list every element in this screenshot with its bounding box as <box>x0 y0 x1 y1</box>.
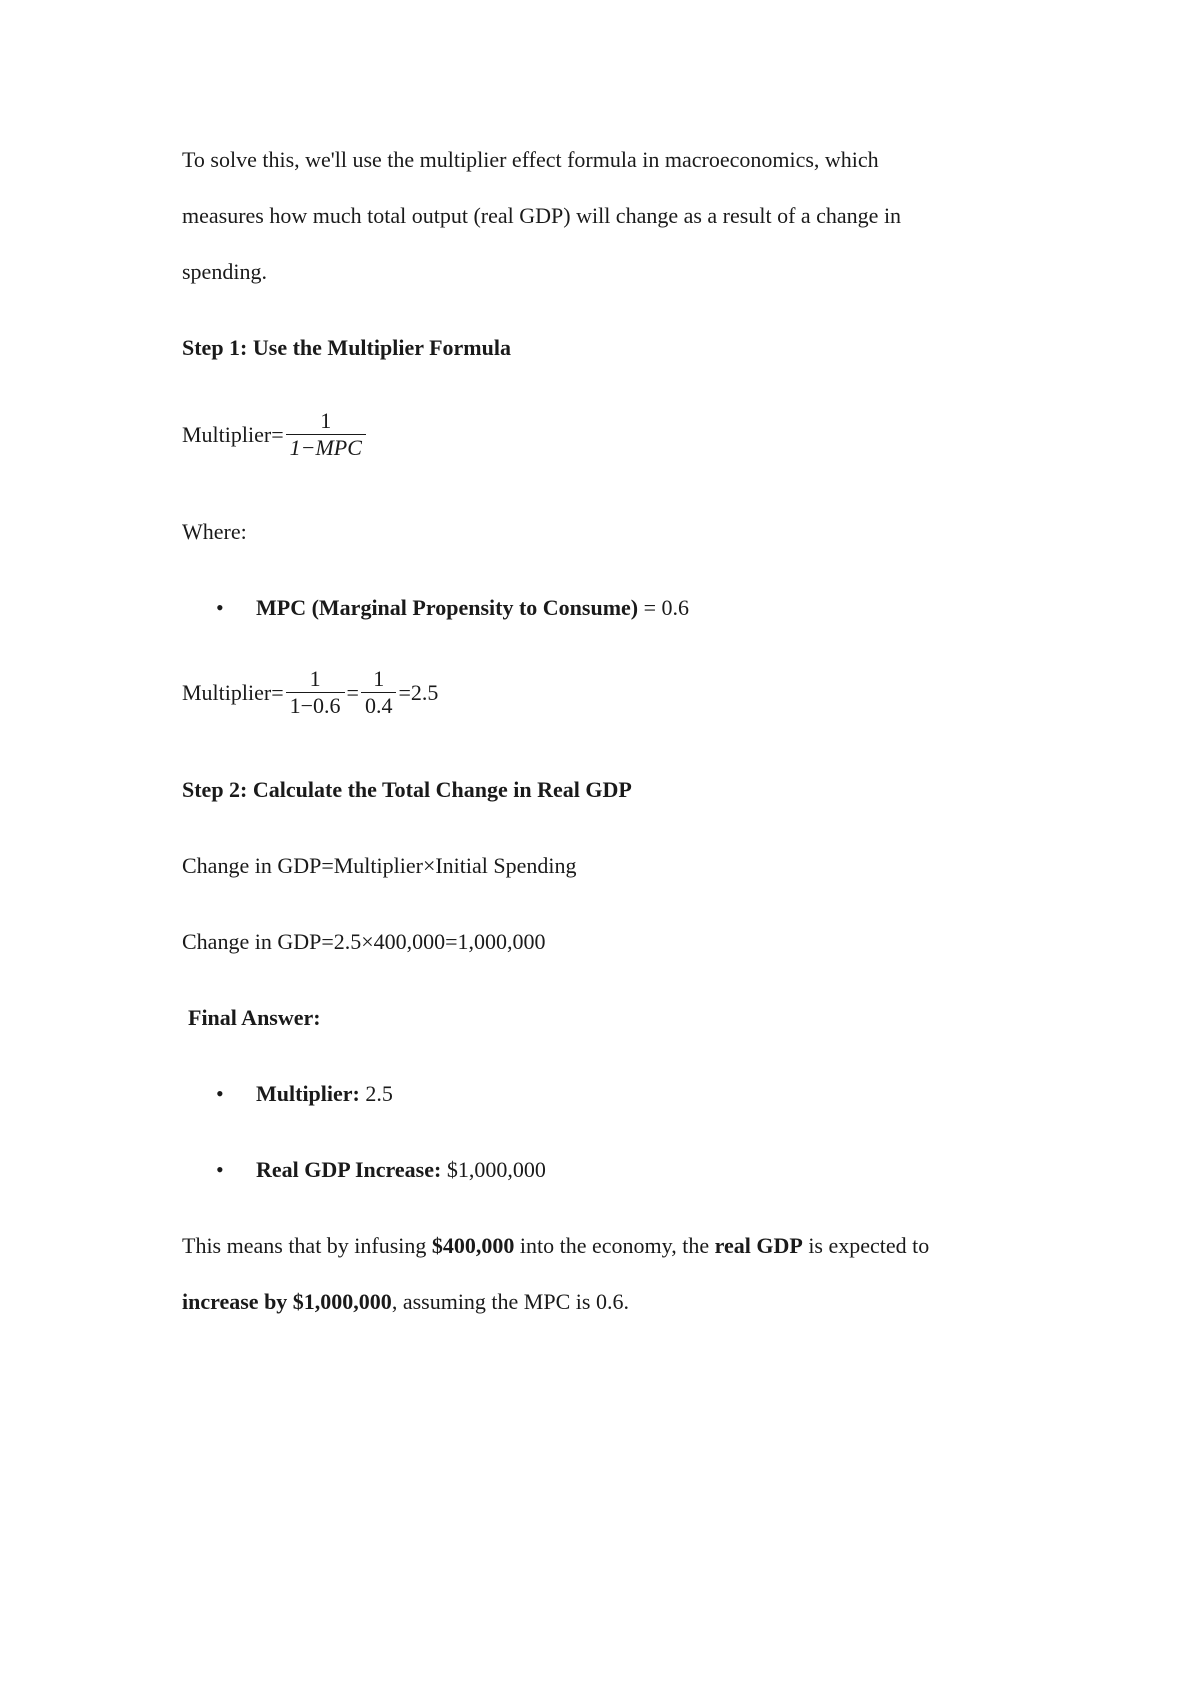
final-answer-heading: Final Answer: <box>188 1005 321 1030</box>
conclusion-amount: $400,000 <box>431 1233 515 1258</box>
intro-line-3: spending. <box>182 259 267 284</box>
calc-equals: = <box>346 679 359 705</box>
mpc-bullet <box>256 594 689 622</box>
step1-heading: Step 1: Use the Multiplier Formula <box>182 335 511 360</box>
final-gdp-item <box>256 1156 546 1184</box>
intro-line-1: To solve this, we'll use the multiplier effect formula in macroeconomics, which <box>182 147 879 172</box>
calc-label: Multiplier= <box>182 679 284 705</box>
conclusion-increase: increase by $1,000,000 <box>182 1289 392 1314</box>
conclusion-line-1 <box>182 1232 929 1260</box>
formula-fraction <box>286 408 366 461</box>
step2-heading: Step 2: Calculate the Total Change in Real GDP <box>182 777 632 802</box>
conclusion-text: into the economy, the <box>514 1233 715 1258</box>
intro-line-2: measures how much total output (real GDP) will change as a result of a change in <box>182 203 902 228</box>
bullet-marker: • <box>216 1081 224 1106</box>
calc-numerator-2: 1 <box>361 666 397 693</box>
formula-denominator: 1−MPC <box>289 435 362 460</box>
gdp-calculation: Change in GDP=2.5×400,000=1,000,000 <box>182 929 546 954</box>
calc-denominator-1: 1−0.6 <box>289 693 341 718</box>
conclusion-text: This means that by infusing <box>182 1233 432 1258</box>
bullet-marker: • <box>216 595 224 620</box>
calc-fraction-1 <box>286 666 345 719</box>
mpc-bullet-value: = 0.6 <box>638 595 690 620</box>
conclusion-text: , assuming the MPC is 0.6. <box>391 1289 629 1314</box>
formula-numerator: 1 <box>286 408 366 435</box>
where-label: Where: <box>182 519 247 544</box>
final-multiplier-value: 2.5 <box>359 1081 393 1106</box>
conclusion-line-2 <box>182 1288 629 1316</box>
gdp-formula: Change in GDP=Multiplier×Initial Spending <box>182 853 577 878</box>
final-multiplier-label: Multiplier: <box>256 1081 360 1106</box>
calc-numerator-1: 1 <box>286 666 345 693</box>
calc-result: =2.5 <box>398 679 439 705</box>
multiplier-formula <box>182 408 368 461</box>
final-gdp-label: Real GDP Increase: <box>256 1157 442 1182</box>
mpc-bullet-label: MPC (Marginal Propensity to Consume) <box>256 595 639 620</box>
multiplier-calculation <box>182 666 438 719</box>
calc-denominator-2: 0.4 <box>364 693 393 718</box>
formula-label: Multiplier= <box>182 421 284 447</box>
conclusion-real-gdp: real GDP <box>714 1233 803 1258</box>
final-gdp-value: $1,000,000 <box>441 1157 546 1182</box>
bullet-marker: • <box>216 1157 224 1182</box>
final-multiplier-item <box>256 1080 393 1108</box>
conclusion-text: is expected to <box>802 1233 930 1258</box>
calc-fraction-2 <box>361 666 397 719</box>
